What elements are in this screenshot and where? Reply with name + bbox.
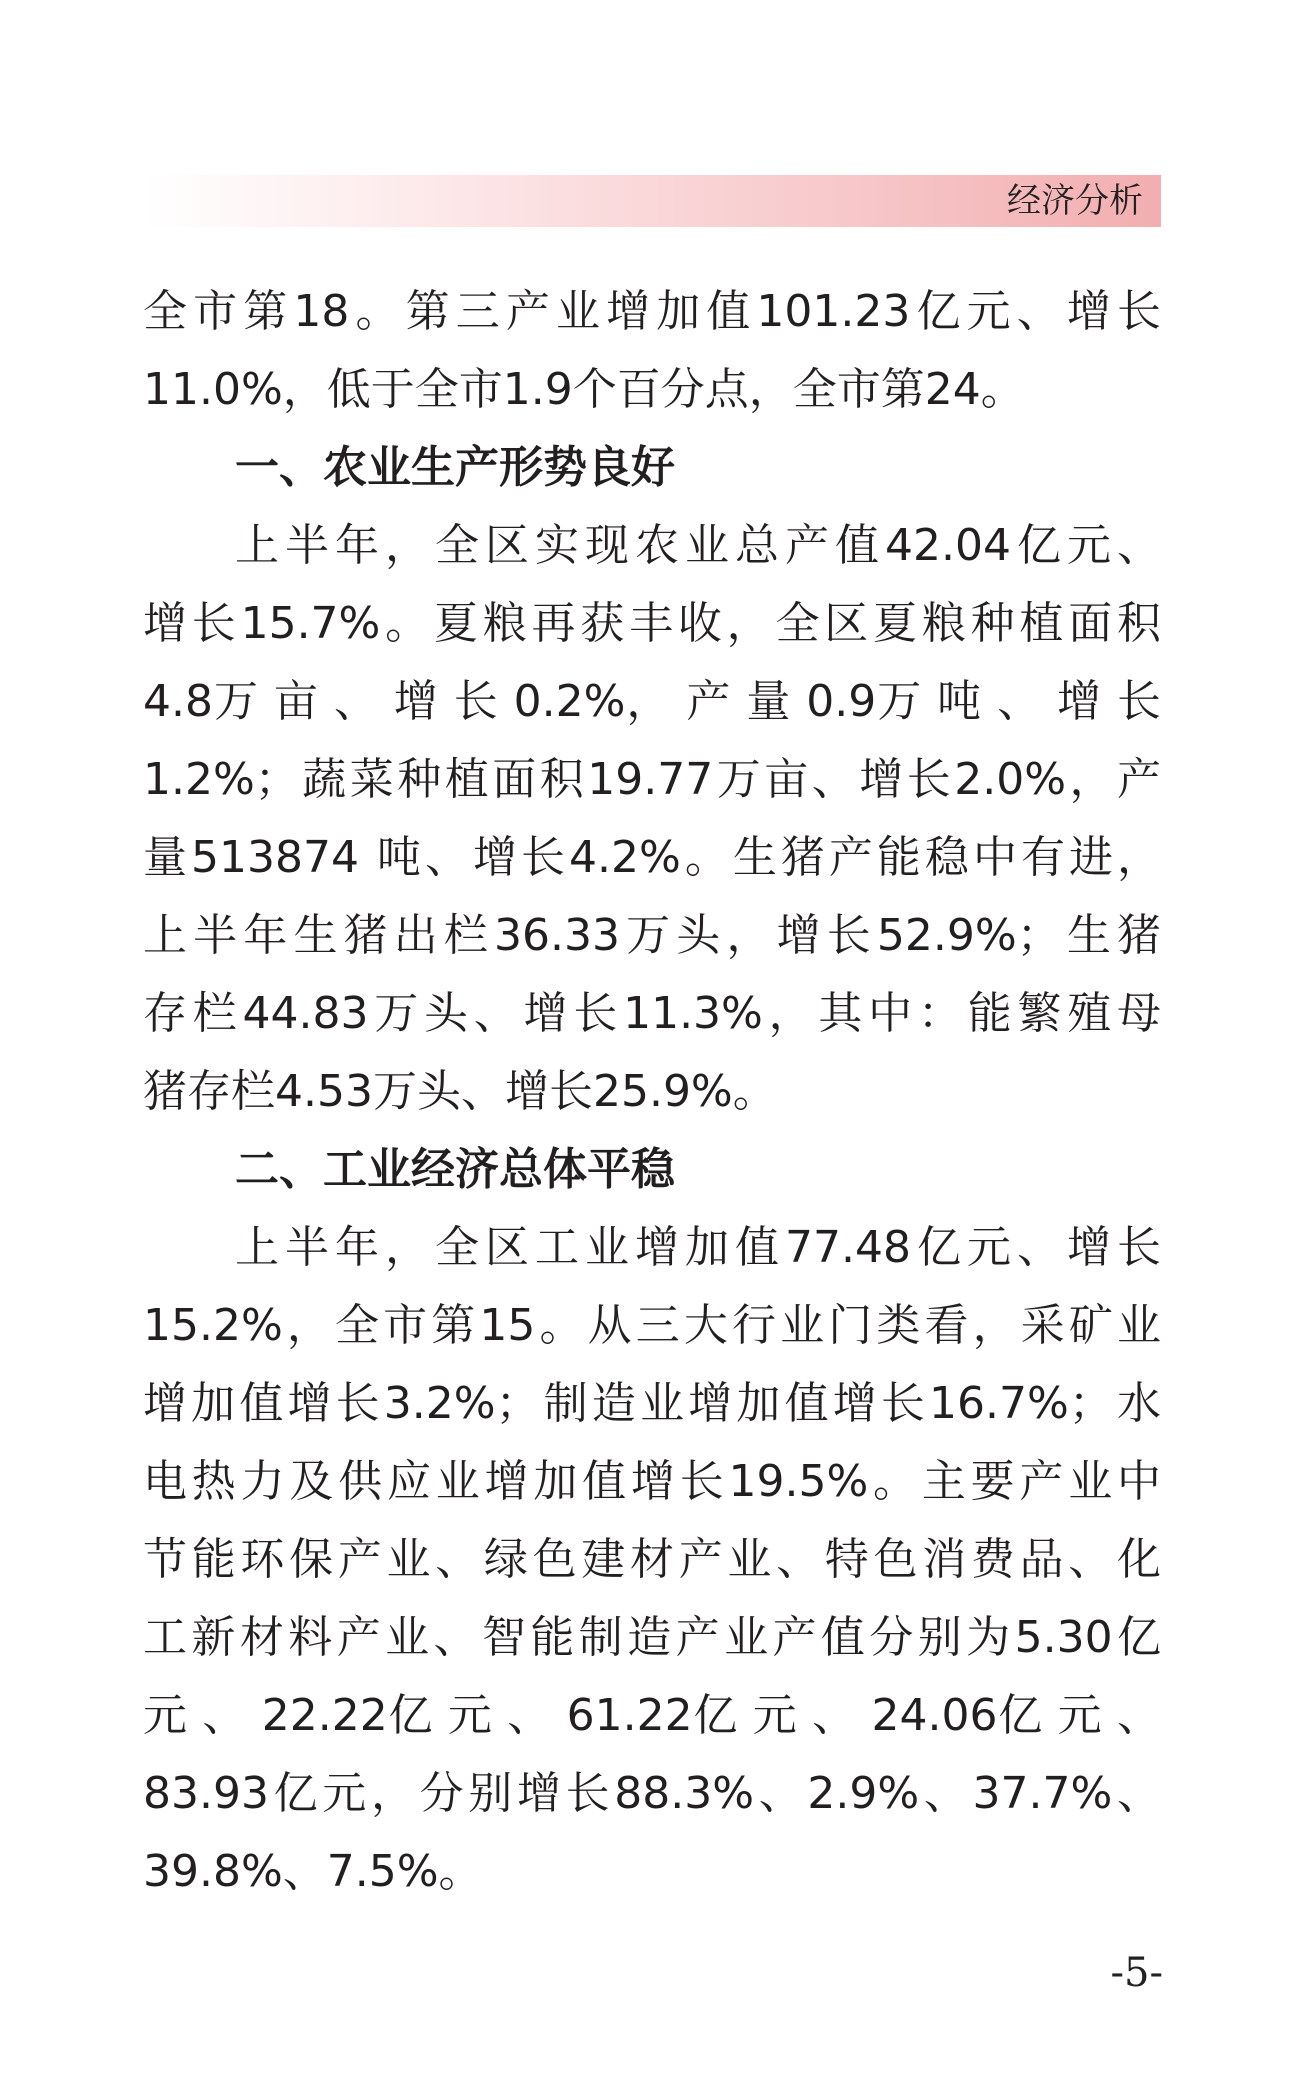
body-text-line: 4.8万 亩 、 增 长 0.2%， 产 量 0.9万 吨 、 增 长 [143, 676, 1161, 727]
body-text-line: 增长15.7%。夏粮再获丰收，全区夏粮种植面积 [143, 598, 1161, 649]
body-text-line: 上半年，全区工业增加值77.48亿元、增长 [235, 1222, 1161, 1273]
body-text-line: 39.8%、7.5%。 [143, 1846, 483, 1897]
body-text-line: 猪存栏4.53万头、增长25.9%。 [143, 1066, 777, 1117]
body-text-line: 83.93亿元，分别增长88.3%、2.9%、37.7%、 [143, 1768, 1161, 1819]
body-text-line: 存栏44.83万头、增长11.3%，其中：能繁殖母 [143, 988, 1161, 1039]
page-number: -5- [1110, 1950, 1163, 1996]
body-text-line: 量513874 吨、增长4.2%。生猪产能稳中有进， [143, 832, 1161, 883]
body-text-line: 15.2%，全市第15。从三大行业门类看，采矿业 [143, 1300, 1161, 1351]
section-header-band [143, 175, 1161, 227]
section-label: 经济分析 [1007, 181, 1143, 221]
body-text-line: 上半年，全区实现农业总产值42.04亿元、 [235, 520, 1161, 571]
body-text-line: 节能环保产业、绿色建材产业、特色消费品、化 [143, 1534, 1161, 1585]
body-text-line: 11.0%，低于全市1.9个百分点，全市第24。 [143, 364, 1025, 415]
body-text-line: 工新材料产业、智能制造产业产值分别为5.30亿 [143, 1612, 1161, 1663]
section-heading: 二、工业经济总体平稳 [235, 1144, 675, 1195]
body-text-line: 电热力及供应业增加值增长19.5%。主要产业中 [143, 1456, 1161, 1507]
body-text-line: 元 、 22.22亿 元 、 61.22亿 元 、 24.06亿 元 、 [143, 1690, 1161, 1741]
body-text-line: 上半年生猪出栏36.33万头，增长52.9%；生猪 [143, 910, 1161, 961]
section-heading: 一、农业生产形势良好 [235, 442, 675, 493]
body-text-line: 全市第18。第三产业增加值101.23亿元、增长 [143, 286, 1161, 337]
body-text-line: 1.2%；蔬菜种植面积19.77万亩、增长2.0%，产 [143, 754, 1161, 805]
body-text-line: 增加值增长3.2%；制造业增加值增长16.7%；水 [143, 1378, 1161, 1429]
document-body [143, 273, 1161, 1911]
